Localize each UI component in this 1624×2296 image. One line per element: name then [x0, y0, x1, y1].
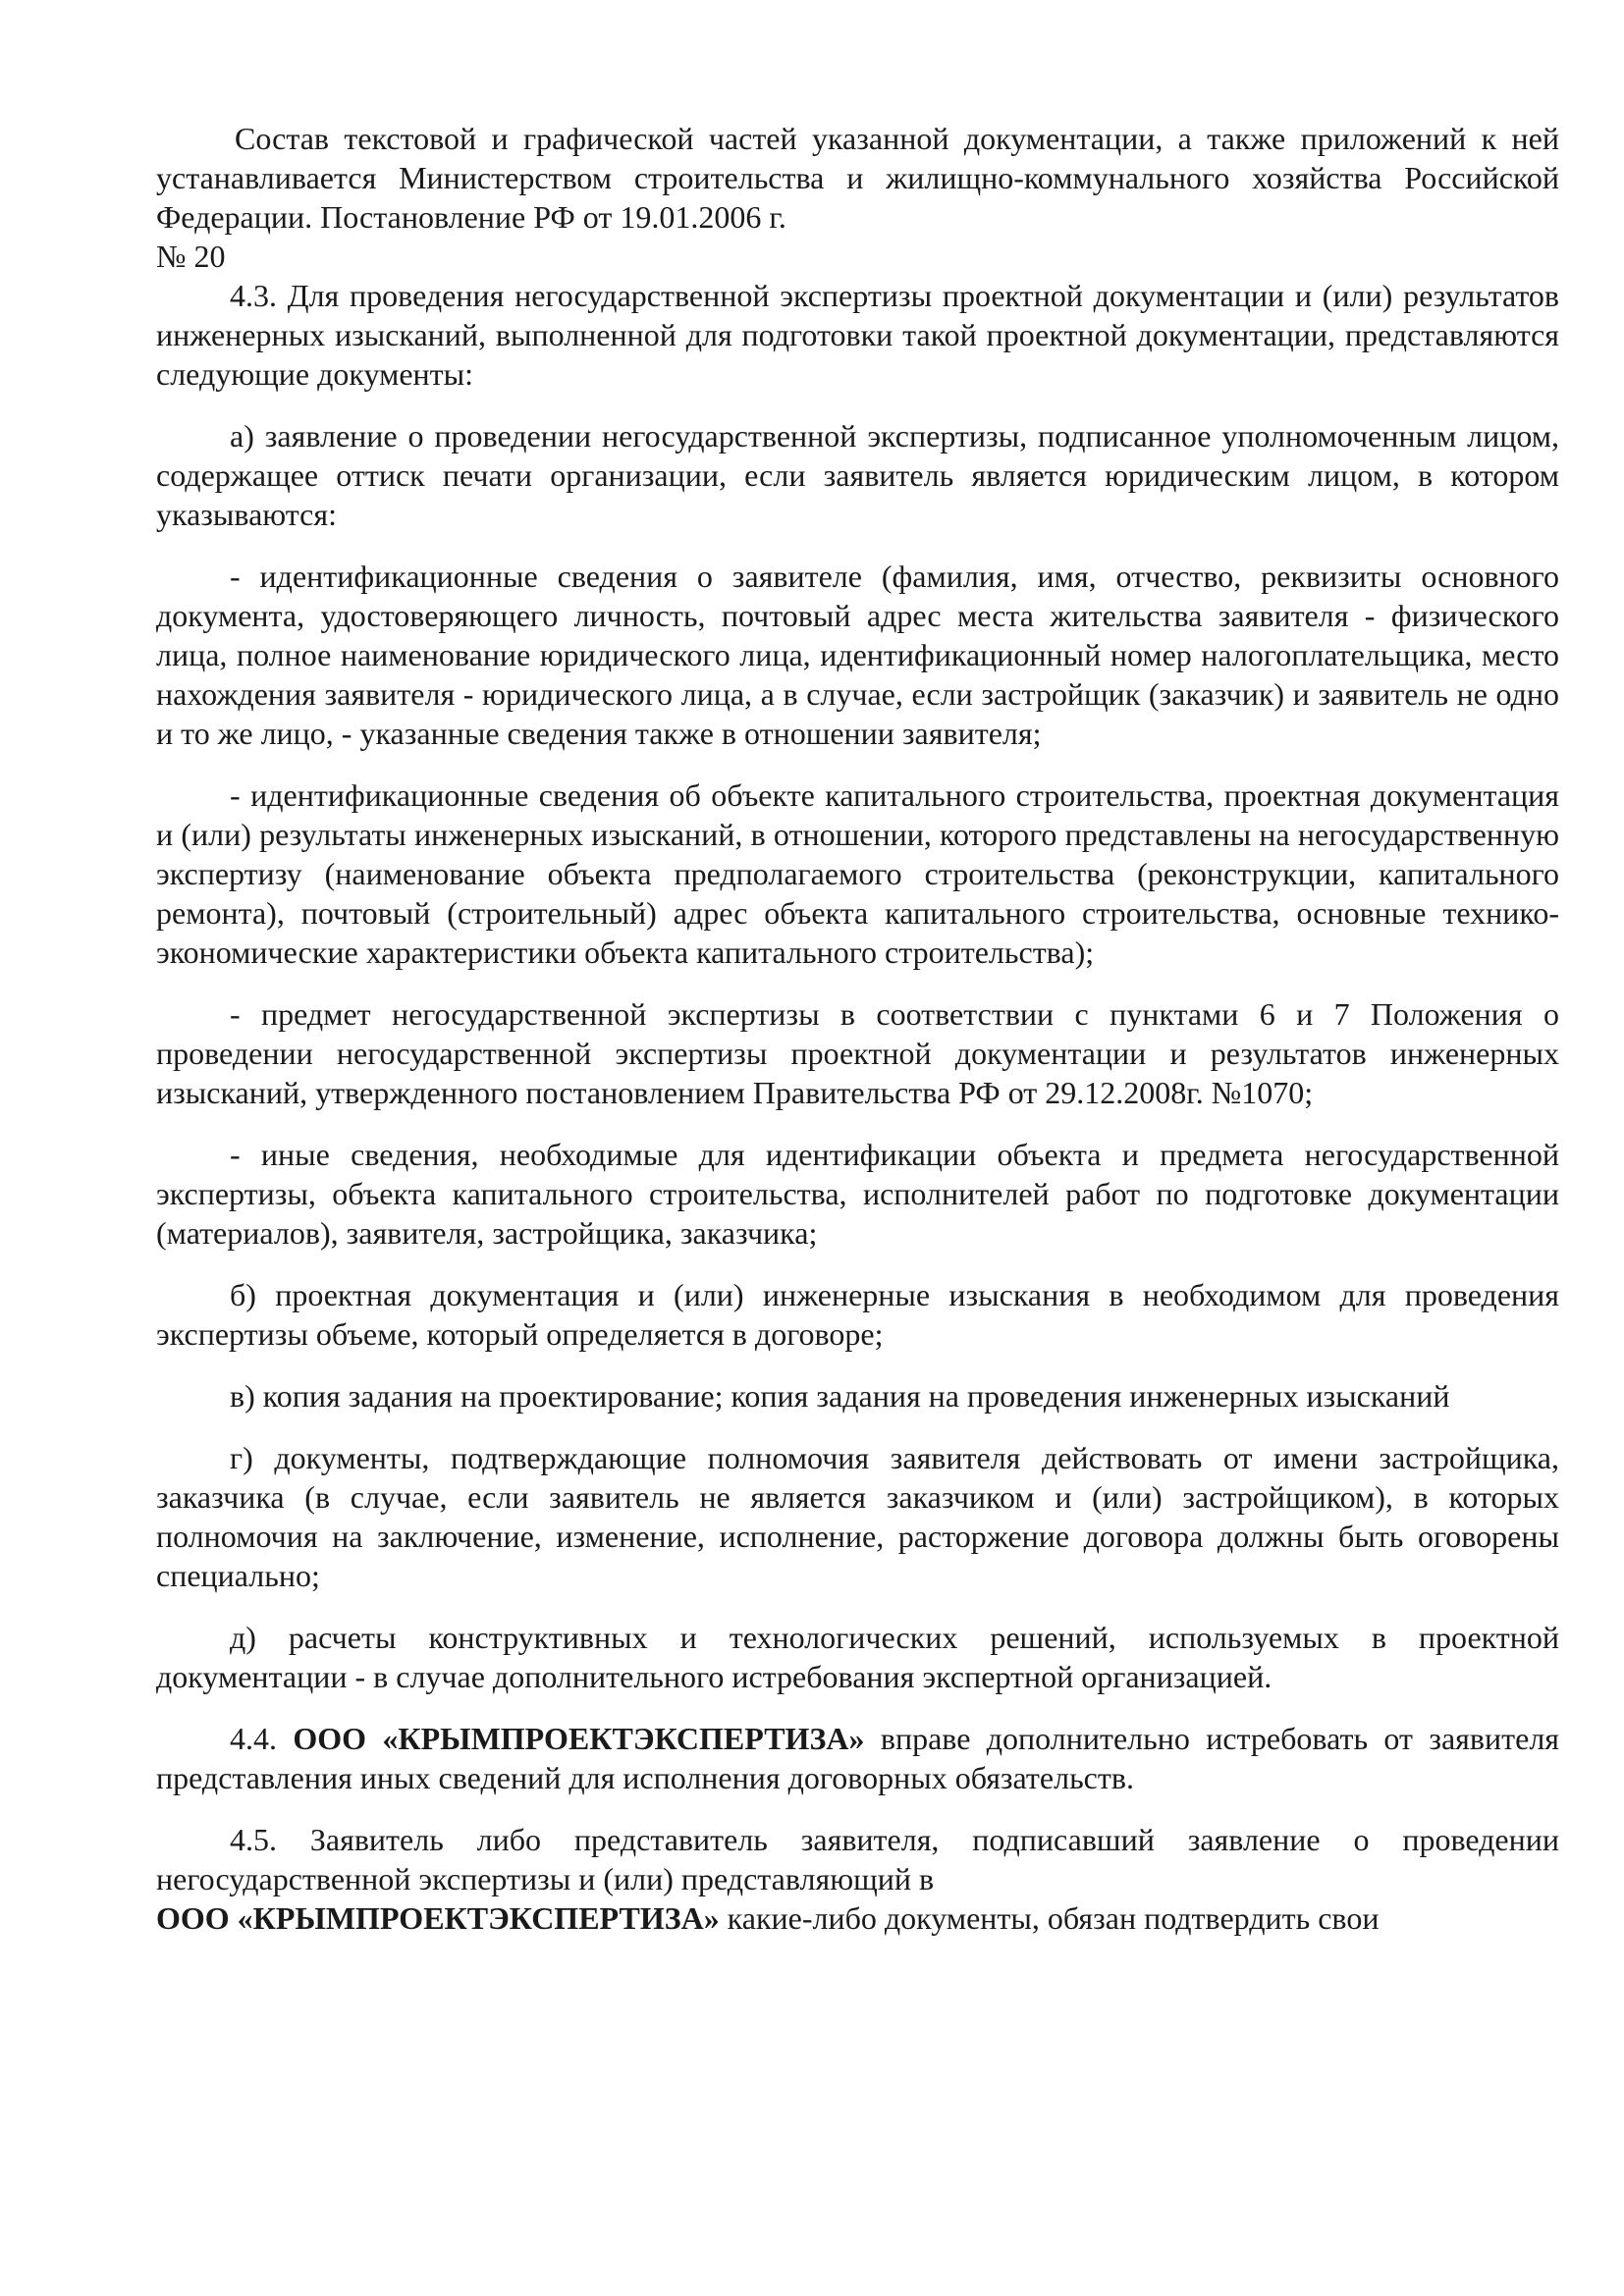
organization-name: ООО «КРЫМПРОЕКТЭКСПЕРТИЗА»	[156, 1900, 720, 1936]
paragraph-4-5	[156, 1820, 1559, 1938]
decree-number: № 20	[156, 239, 226, 274]
paragraph-other-info: - иные сведения, необходимые для идентификации объекта и предмета негосударственной экспертизы, объекта капитального строительства, исполнителей работ по подготовке документации (материалов), заявителя, застройщика, заказчика;	[156, 1137, 1559, 1251]
paragraph-item-b: б) проектная документация и (или) инженерные изыскания в необходимом для проведения экспертизы объеме, который определяется в договоре;	[156, 1277, 1559, 1352]
paragraph-item-v: в) копия задания на проектирование; копия задания на проведения инженерных изысканий	[230, 1378, 1450, 1414]
paragraph-expertise-subject: - предмет негосударственной экспертизы в соответствии с пунктами 6 и 7 Положения о проведении негосударственной экспертизы проектной документации и результатов инженерных изысканий, утвержденного постановлением Правительства РФ от 29.12.2008г. №1070;	[156, 996, 1559, 1110]
paragraph-text: какие-либо документы, обязан подтвердить свои	[727, 1900, 1380, 1936]
paragraph-4-4	[156, 1719, 1559, 1797]
paragraph-text: 4.5. Заявитель либо представитель заявителя, подписавший заявление о проведении негосударственной экспертизы и (или) представляющий в	[156, 1822, 1559, 1896]
paragraph-documentation-composition	[156, 119, 1559, 276]
paragraph-item-d: д) расчеты конструктивных и технологических решений, используемых в проектной документации - в случае дополнительного истребования экспертной организацией.	[156, 1620, 1559, 1694]
paragraph-text: вправе дополнительно истребовать от заявителя представления иных сведений для исполнения договорных обязательств.	[156, 1721, 1560, 1795]
paragraph-item-g: г) документы, подтверждающие полномочия заявителя действовать от имени застройщика, заказчика (в случае, если заявитель не является заказчиком и (или) застройщиком), в которых полномочия на заключение, изменение, исполнение, расторжение договора должны быть оговорены специально;	[156, 1440, 1559, 1593]
paragraph-item-a: а) заявление о проведении негосударственной экспертизы, подписанное уполномоченным лицом, содержащее оттиск печати организации, если заявитель является юридическим лицом, в котором указываются:	[156, 418, 1559, 532]
paragraph-text: Состав текстовой и графической частей указанной документации, а также приложений к ней устанавливается Министерством строительства и жилищно-коммунального хозяйства Российской Федерации. Постановление РФ от 19.01.2006 г.	[156, 121, 1559, 235]
clause-number: 4.4.	[230, 1721, 277, 1756]
paragraph-4-3: 4.3. Для проведения негосударственной экспертизы проектной документации и (или) результатов инженерных изысканий, выполненной для подготовки такой проектной документации, представляются следующие документы:	[156, 278, 1559, 392]
paragraph-applicant-info: - идентификационные сведения о заявителе (фамилия, имя, отчество, реквизиты основного документа, удостоверяющего личность, почтовый адрес места жительства заявителя - физического лица, полное наименование юридического лица, идентификационный номер налогоплательщика, место нахождения заявителя - юридического лица, а в случае, если застройщик (заказчик) и заявитель не одно и то же лицо, - указанные сведения также в отношении заявителя;	[156, 559, 1559, 751]
organization-name: ООО «КРЫМПРОЕКТЭКСПЕРТИЗА»	[293, 1721, 865, 1756]
paragraph-object-info: - идентификационные сведения об объекте капитального строительства, проектная документация и (или) результаты инженерных изысканий, в отношении, которого представлены на негосударственную экспертизу (наименование объекта предполагаемого строительства (реконструкции, капитального ремонта), почтовый (строительный) адрес объекта капитального строительства, основные технико-экономические характеристики объекта капитального строительства);	[156, 777, 1559, 970]
